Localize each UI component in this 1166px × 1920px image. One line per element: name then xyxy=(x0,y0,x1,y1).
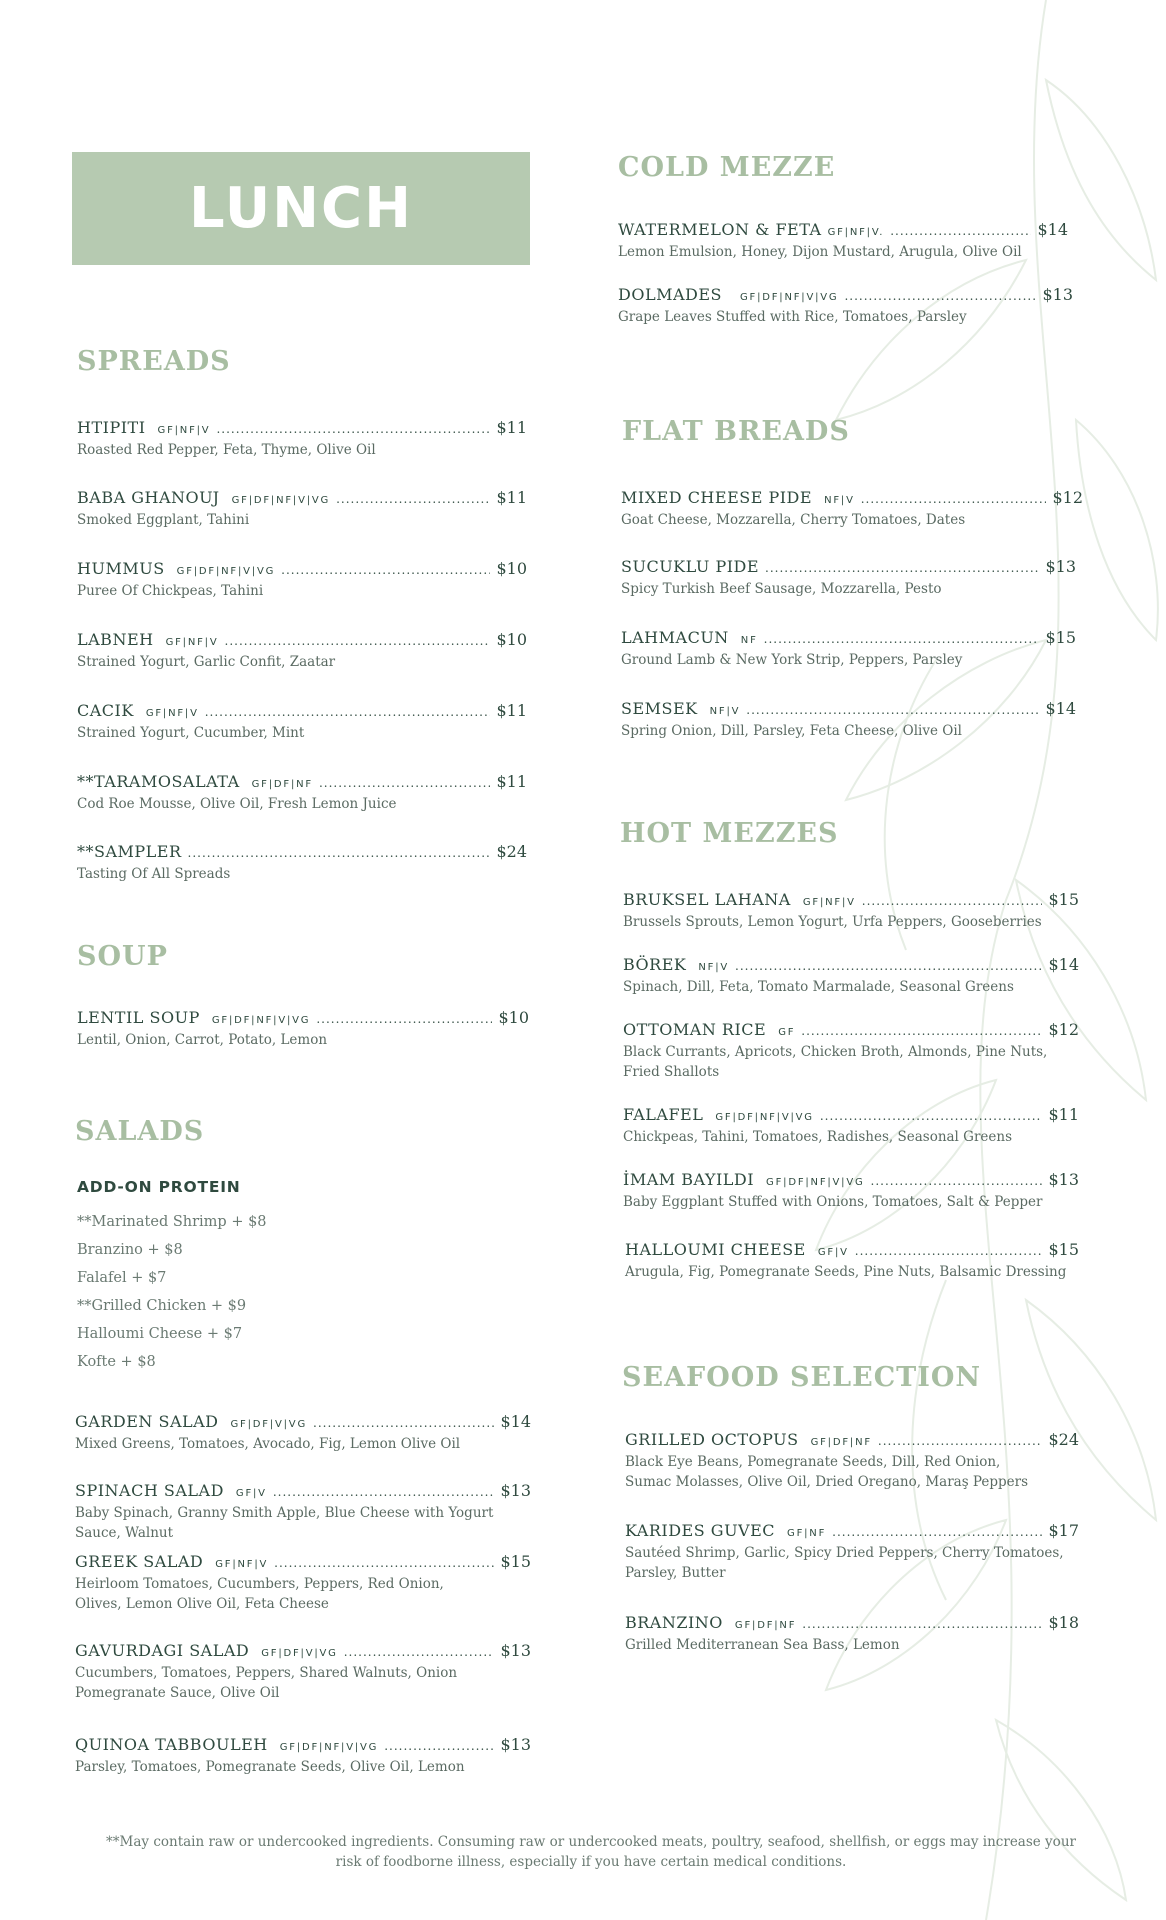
addon-item: Kofte + $8 xyxy=(77,1354,156,1370)
menu-item-garden-salad xyxy=(75,1412,531,1454)
item-name: BRUKSEL LAHANA xyxy=(623,890,791,909)
item-price: $14 xyxy=(1037,220,1068,239)
item-tags: NF|V xyxy=(698,962,730,973)
item-description: Arugula, Fig, Pomegranate Seeds, Pine Nuts, Balsamic Dressing xyxy=(625,1264,1067,1280)
menu-item-htipiti xyxy=(77,418,527,460)
item-tags: GF xyxy=(778,1027,796,1038)
item-price: $11 xyxy=(1048,1105,1079,1124)
item-price: $15 xyxy=(1048,890,1079,909)
item-description: Tasting Of All Spreads xyxy=(77,866,231,882)
item-tags: NF xyxy=(740,635,758,646)
menu-item-sampler xyxy=(77,842,527,884)
item-description: Spring Onion, Dill, Parsley, Feta Cheese, Olive Oil xyxy=(621,723,962,739)
dot-leader xyxy=(802,1617,1042,1631)
item-description: Spinach, Dill, Feta, Tomato Marmalade, Seasonal Greens xyxy=(623,979,1014,995)
dot-leader xyxy=(878,1434,1043,1448)
item-price: $15 xyxy=(500,1552,531,1571)
item-name: GAVURDAGI SALAD xyxy=(75,1641,250,1660)
item-name: MIXED CHEESE PIDE xyxy=(621,488,813,507)
item-name: WATERMELON & FETA xyxy=(618,220,822,239)
item-name: BABA GHANOUJ xyxy=(77,488,220,507)
section-title-salads: SALADS xyxy=(75,1116,205,1147)
item-price: $10 xyxy=(496,630,527,649)
dot-leader xyxy=(871,1174,1043,1188)
addon-item: **Marinated Shrimp + $8 xyxy=(77,1214,267,1230)
item-name: GARDEN SALAD xyxy=(75,1412,219,1431)
item-description: Parsley, Tomatoes, Pomegranate Seeds, Olive Oil, Lemon xyxy=(75,1759,465,1775)
item-name: **TARAMOSALATA xyxy=(77,772,240,791)
item-tags: GF|NF|V xyxy=(802,897,856,908)
dot-leader xyxy=(832,1525,1042,1539)
dot-leader xyxy=(216,422,490,436)
dot-leader xyxy=(764,632,1040,646)
item-name: DOLMADES xyxy=(618,285,722,304)
item-description: Mixed Greens, Tomatoes, Avocado, Fig, Lemon Olive Oil xyxy=(75,1436,461,1452)
item-name: SPINACH SALAD xyxy=(75,1481,224,1500)
dot-leader xyxy=(844,289,1036,303)
menu-item-lentil-soup xyxy=(77,1008,529,1050)
menu-item-quinoa-tabbouleh xyxy=(75,1735,531,1777)
menu-item-mixed-cheese-pide xyxy=(621,488,1083,530)
item-price: $14 xyxy=(1045,699,1076,718)
dot-leader xyxy=(735,959,1042,973)
dot-leader xyxy=(273,1485,495,1499)
item-description: Goat Cheese, Mozzarella, Cherry Tomatoes, Dates xyxy=(621,512,966,528)
item-tags: GF|DF|NF xyxy=(734,1620,797,1631)
item-description: Brussels Sprouts, Lemon Yogurt, Urfa Peppers, Gooseberries xyxy=(623,914,1042,930)
menu-item-greek-salad xyxy=(75,1552,531,1614)
item-description: Lemon Emulsion, Honey, Dijon Mustard, Arugula, Olive Oil xyxy=(618,244,1022,260)
item-tags: GF|NF|V. xyxy=(827,227,885,238)
section-title-cold-mezze: COLD MEZZE xyxy=(618,152,836,183)
item-name: HUMMUS xyxy=(77,559,165,578)
item-tags: GF|DF|NF|V|VG xyxy=(211,1015,311,1026)
item-price: $14 xyxy=(1048,955,1079,974)
item-name: LAHMACUN xyxy=(621,628,729,647)
item-price: $12 xyxy=(1048,1020,1079,1039)
item-description: Roasted Red Pepper, Feta, Thyme, Olive Oil xyxy=(77,442,376,458)
menu-title-banner xyxy=(72,152,530,265)
menu-item-falafel xyxy=(623,1105,1079,1147)
dot-leader xyxy=(746,703,1039,717)
item-price: $13 xyxy=(1045,557,1076,576)
item-tags: GF|NF xyxy=(787,1528,827,1539)
menu-item-dolmades xyxy=(618,285,1073,327)
section-title-flat-breads: FLAT BREADS xyxy=(622,416,850,447)
dot-leader xyxy=(765,561,1039,575)
item-description: Lentil, Onion, Carrot, Potato, Lemon xyxy=(77,1032,328,1048)
item-description: Smoked Eggplant, Tahini xyxy=(77,512,250,528)
item-description: Baby Eggplant Stuffed with Onions, Tomatoes, Salt & Pepper xyxy=(623,1194,1043,1210)
section-title-seafood-selection: SEAFOOD SELECTION xyxy=(622,1362,982,1393)
item-price: $15 xyxy=(1048,1240,1079,1259)
item-tags: GF|DF|NF xyxy=(810,1437,872,1448)
dot-leader xyxy=(313,1416,494,1430)
addon-item: Falafel + $7 xyxy=(77,1270,167,1286)
menu-title: LUNCH xyxy=(189,176,413,241)
menu-item-taramosalata xyxy=(77,772,527,814)
item-price: $24 xyxy=(496,842,527,861)
menu-item-borek xyxy=(623,955,1079,997)
item-name: GRILLED OCTOPUS xyxy=(625,1430,799,1449)
item-tags: GF|DF|V|VG xyxy=(230,1419,307,1430)
item-price: $13 xyxy=(500,1481,531,1500)
item-tags: GF|DF|NF|V|VG xyxy=(715,1112,814,1123)
addon-item: Branzino + $8 xyxy=(77,1242,183,1258)
item-price: $12 xyxy=(1052,488,1083,507)
dot-leader xyxy=(188,846,491,860)
item-tags: GF|NF|V xyxy=(165,637,219,648)
item-description: Puree Of Chickpeas, Tahini xyxy=(77,583,264,599)
item-tags: GF|V xyxy=(817,1247,849,1258)
item-price: $13 xyxy=(500,1641,531,1660)
item-tags: GF|DF|NF|V|VG xyxy=(766,1177,865,1188)
item-price: $14 xyxy=(500,1412,531,1431)
dot-leader xyxy=(319,776,491,790)
item-description: Cod Roe Mousse, Olive Oil, Fresh Lemon Juice xyxy=(77,796,397,812)
menu-item-labneh xyxy=(77,630,527,672)
item-name: CACIK xyxy=(77,701,134,720)
item-price: $10 xyxy=(496,559,527,578)
item-price: $13 xyxy=(1048,1170,1079,1189)
dot-leader xyxy=(862,894,1043,908)
menu-item-imam-bayildi xyxy=(623,1170,1079,1212)
item-tags: GF|NF|V xyxy=(215,1559,269,1570)
item-description: Grilled Mediterranean Sea Bass, Lemon xyxy=(625,1637,900,1653)
item-tags: GF|DF|NF|V|VG xyxy=(279,1742,379,1753)
item-name: SUCUKLU PIDE xyxy=(621,557,760,576)
footnote-disclaimer: **May contain raw or undercooked ingredients. Consuming raw or undercooked meats, poultry, seafood, shellfish, or eggs may increase your risk of foodborne illness, especially if you have certain medical conditions. xyxy=(106,1834,1076,1870)
dot-leader xyxy=(316,1012,492,1026)
dot-leader xyxy=(336,492,490,506)
item-name: HTIPITI xyxy=(77,418,146,437)
item-tags: GF|NF|V xyxy=(157,425,211,436)
menu-item-hummus xyxy=(77,559,527,601)
section-title-soup: SOUP xyxy=(77,941,168,972)
item-price: $11 xyxy=(496,772,527,791)
dot-leader xyxy=(820,1109,1043,1123)
item-name: OTTOMAN RICE xyxy=(623,1020,767,1039)
item-tags: GF|DF|NF|V|VG xyxy=(231,495,331,506)
section-title-spreads: SPREADS xyxy=(77,346,231,377)
dot-leader xyxy=(855,1244,1043,1258)
item-description: Grape Leaves Stuffed with Rice, Tomatoes, Parsley xyxy=(618,309,967,325)
item-price: $11 xyxy=(496,418,527,437)
item-name: QUINOA TABBOULEH xyxy=(75,1735,268,1754)
item-name: BÖREK xyxy=(623,955,687,974)
item-name: İMAM BAYILDI xyxy=(623,1170,755,1189)
menu-item-sucuklu-pide xyxy=(621,557,1076,599)
item-price: $11 xyxy=(496,488,527,507)
menu-item-semsek xyxy=(621,699,1076,741)
dot-leader xyxy=(205,705,491,719)
menu-item-watermelon-feta xyxy=(618,220,1068,262)
item-description: Ground Lamb & New York Strip, Peppers, Parsley xyxy=(621,652,963,668)
item-name: FALAFEL xyxy=(623,1105,704,1124)
item-description: Black Eye Beans, Pomegranate Seeds, Dill, Red Onion, Sumac Molasses, Olive Oil, Dried Oregano, Maraş Peppers xyxy=(625,1454,1029,1490)
item-tags: GF|DF|V|VG xyxy=(261,1648,338,1659)
item-name: HALLOUMI CHEESE xyxy=(625,1240,806,1259)
menu-item-bruksel-lahana xyxy=(623,890,1079,932)
dot-leader xyxy=(801,1024,1042,1038)
dot-leader xyxy=(225,634,491,648)
item-tags: GF|DF|NF|V|VG xyxy=(739,292,839,303)
item-name: BRANZINO xyxy=(625,1613,723,1632)
item-tags: NF|V xyxy=(824,495,855,506)
item-name: **SAMPLER xyxy=(77,842,182,861)
item-description: Baby Spinach, Granny Smith Apple, Blue Cheese with Yogurt Sauce, Walnut xyxy=(75,1505,494,1541)
item-price: $10 xyxy=(498,1008,529,1027)
menu-item-lahmacun xyxy=(621,628,1076,670)
item-description: Strained Yogurt, Cucumber, Mint xyxy=(77,725,305,741)
item-description: Strained Yogurt, Garlic Confit, Zaatar xyxy=(77,654,336,670)
dot-leader xyxy=(274,1556,494,1570)
menu-item-karides-guvec xyxy=(625,1521,1079,1583)
dot-leader xyxy=(281,563,490,577)
item-tags: NF|V xyxy=(709,706,741,717)
menu-item-baba-ghanouj xyxy=(77,488,527,530)
item-price: $13 xyxy=(1042,285,1073,304)
item-name: LABNEH xyxy=(77,630,154,649)
item-price: $11 xyxy=(496,701,527,720)
item-name: SEMSEK xyxy=(621,699,698,718)
menu-item-halloumi-cheese xyxy=(625,1240,1079,1282)
item-description: Sautéed Shrimp, Garlic, Spicy Dried Peppers, Cherry Tomatoes, Parsley, Butter xyxy=(625,1545,1064,1581)
item-price: $13 xyxy=(500,1735,531,1754)
dot-leader xyxy=(890,224,1031,238)
item-name: GREEK SALAD xyxy=(75,1552,204,1571)
menu-item-ottoman-rice xyxy=(623,1020,1079,1082)
item-tags: GF|V xyxy=(235,1488,267,1499)
addon-protein-list xyxy=(77,1208,267,1376)
item-tags: GF|DF|NF xyxy=(251,779,313,790)
dot-leader xyxy=(344,1645,495,1659)
item-name: LENTIL SOUP xyxy=(77,1008,200,1027)
addon-protein-heading: ADD-ON PROTEIN xyxy=(77,1178,241,1196)
addon-item: Halloumi Cheese + $7 xyxy=(77,1326,243,1342)
menu-item-branzino xyxy=(625,1613,1079,1655)
item-price: $18 xyxy=(1048,1613,1079,1632)
item-price: $24 xyxy=(1048,1430,1079,1449)
section-title-hot-mezzes: HOT MEZZES xyxy=(620,818,839,849)
item-tags: GF|NF|V xyxy=(145,708,199,719)
item-price: $17 xyxy=(1048,1521,1079,1540)
item-name: KARIDES GUVEC xyxy=(625,1521,776,1540)
item-description: Cucumbers, Tomatoes, Peppers, Shared Walnuts, Onion Pomegranate Sauce, Olive Oil xyxy=(75,1665,458,1701)
item-description: Chickpeas, Tahini, Tomatoes, Radishes, Seasonal Greens xyxy=(623,1129,1013,1145)
menu-item-spinach-salad xyxy=(75,1481,531,1543)
menu-item-gavurdagi-salad xyxy=(75,1641,531,1703)
item-description: Spicy Turkish Beef Sausage, Mozzarella, Pesto xyxy=(621,581,942,597)
dot-leader xyxy=(861,492,1047,506)
item-description: Heirloom Tomatoes, Cucumbers, Peppers, Red Onion, Olives, Lemon Olive Oil, Feta Cheese xyxy=(75,1576,444,1612)
item-price: $15 xyxy=(1045,628,1076,647)
menu-item-grilled-octopus xyxy=(625,1430,1079,1492)
item-tags: GF|DF|NF|V|VG xyxy=(176,566,276,577)
item-description: Black Currants, Apricots, Chicken Broth, Almonds, Pine Nuts, Fried Shallots xyxy=(623,1044,1048,1080)
menu-item-cacik xyxy=(77,701,527,743)
addon-item: **Grilled Chicken + $9 xyxy=(77,1298,247,1314)
dot-leader xyxy=(384,1739,494,1753)
